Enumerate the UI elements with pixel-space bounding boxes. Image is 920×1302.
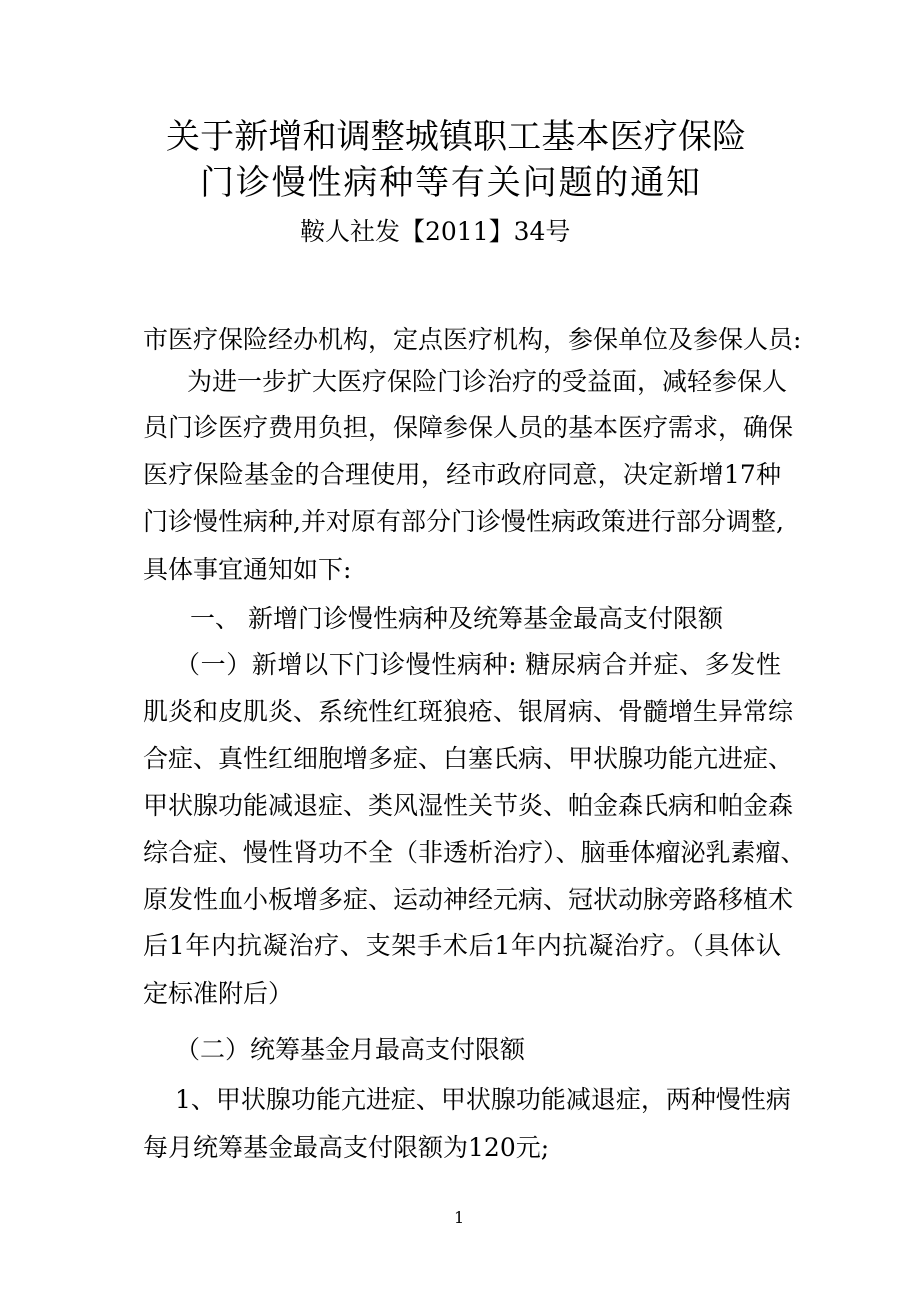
body-line: 甲状腺功能减退症、类风湿性关节炎、帕金森氏病和帕金森 — [143, 791, 794, 820]
body-line: 原发性血小板增多症、运动神经元病、冠状动脉旁路移植术 — [143, 885, 794, 914]
body-line: 门诊慢性病种,并对原有部分门诊慢性病政策进行部分调整, — [143, 507, 784, 536]
body-line: 医疗保险基金的合理使用，经市政府同意，决定新增17种 — [143, 460, 781, 489]
section-heading: 一、 新增门诊慢性病种及统筹基金最高支付限额 — [190, 604, 723, 633]
document-title-line-1: 关于新增和调整城镇职工基本医疗保险 — [166, 117, 746, 157]
body-line: 后1年内抗凝治疗、支架手术后1年内抗凝治疗。（具体认 — [143, 931, 781, 960]
body-line: 肌炎和皮肌炎、系统性红斑狼疮、银屑病、骨髓增生异常综 — [143, 697, 794, 726]
body-line: 综合症、慢性肾功不全（非透析治疗）、脑垂体瘤泌乳素瘤、 — [143, 838, 806, 867]
document-number: 鞍人社发【2011】34号 — [300, 217, 571, 246]
body-line: 员门诊医疗费用负担，保障参保人员的基本医疗需求，确保 — [143, 413, 794, 442]
page-number: 1 — [454, 1208, 465, 1227]
body-line: 为进一步扩大医疗保险门诊治疗的受益面，减轻参保人 — [187, 367, 788, 396]
body-line: （一）新增以下门诊慢性病种: 糖尿病合并症、多发性 — [175, 650, 781, 679]
body-line: 每月统筹基金最高支付限额为120元; — [143, 1133, 550, 1162]
body-line: 合症、真性红细胞增多症、白塞氏病、甲状腺功能亢进症、 — [143, 744, 794, 773]
body-line: 1、甲状腺功能亢进症、甲状腺功能减退症，两种慢性病 — [175, 1085, 791, 1114]
body-line: 定标准附后） — [143, 979, 294, 1008]
body-line: 市医疗保险经办机构，定点医疗机构，参保单位及参保人员: — [143, 325, 802, 354]
document-title-line-2: 门诊慢性病种等有关问题的通知 — [200, 163, 700, 203]
body-line: 具体事宜通知如下: — [143, 555, 352, 584]
subsection-heading: （二）统筹基金月最高支付限额 — [175, 1035, 526, 1064]
